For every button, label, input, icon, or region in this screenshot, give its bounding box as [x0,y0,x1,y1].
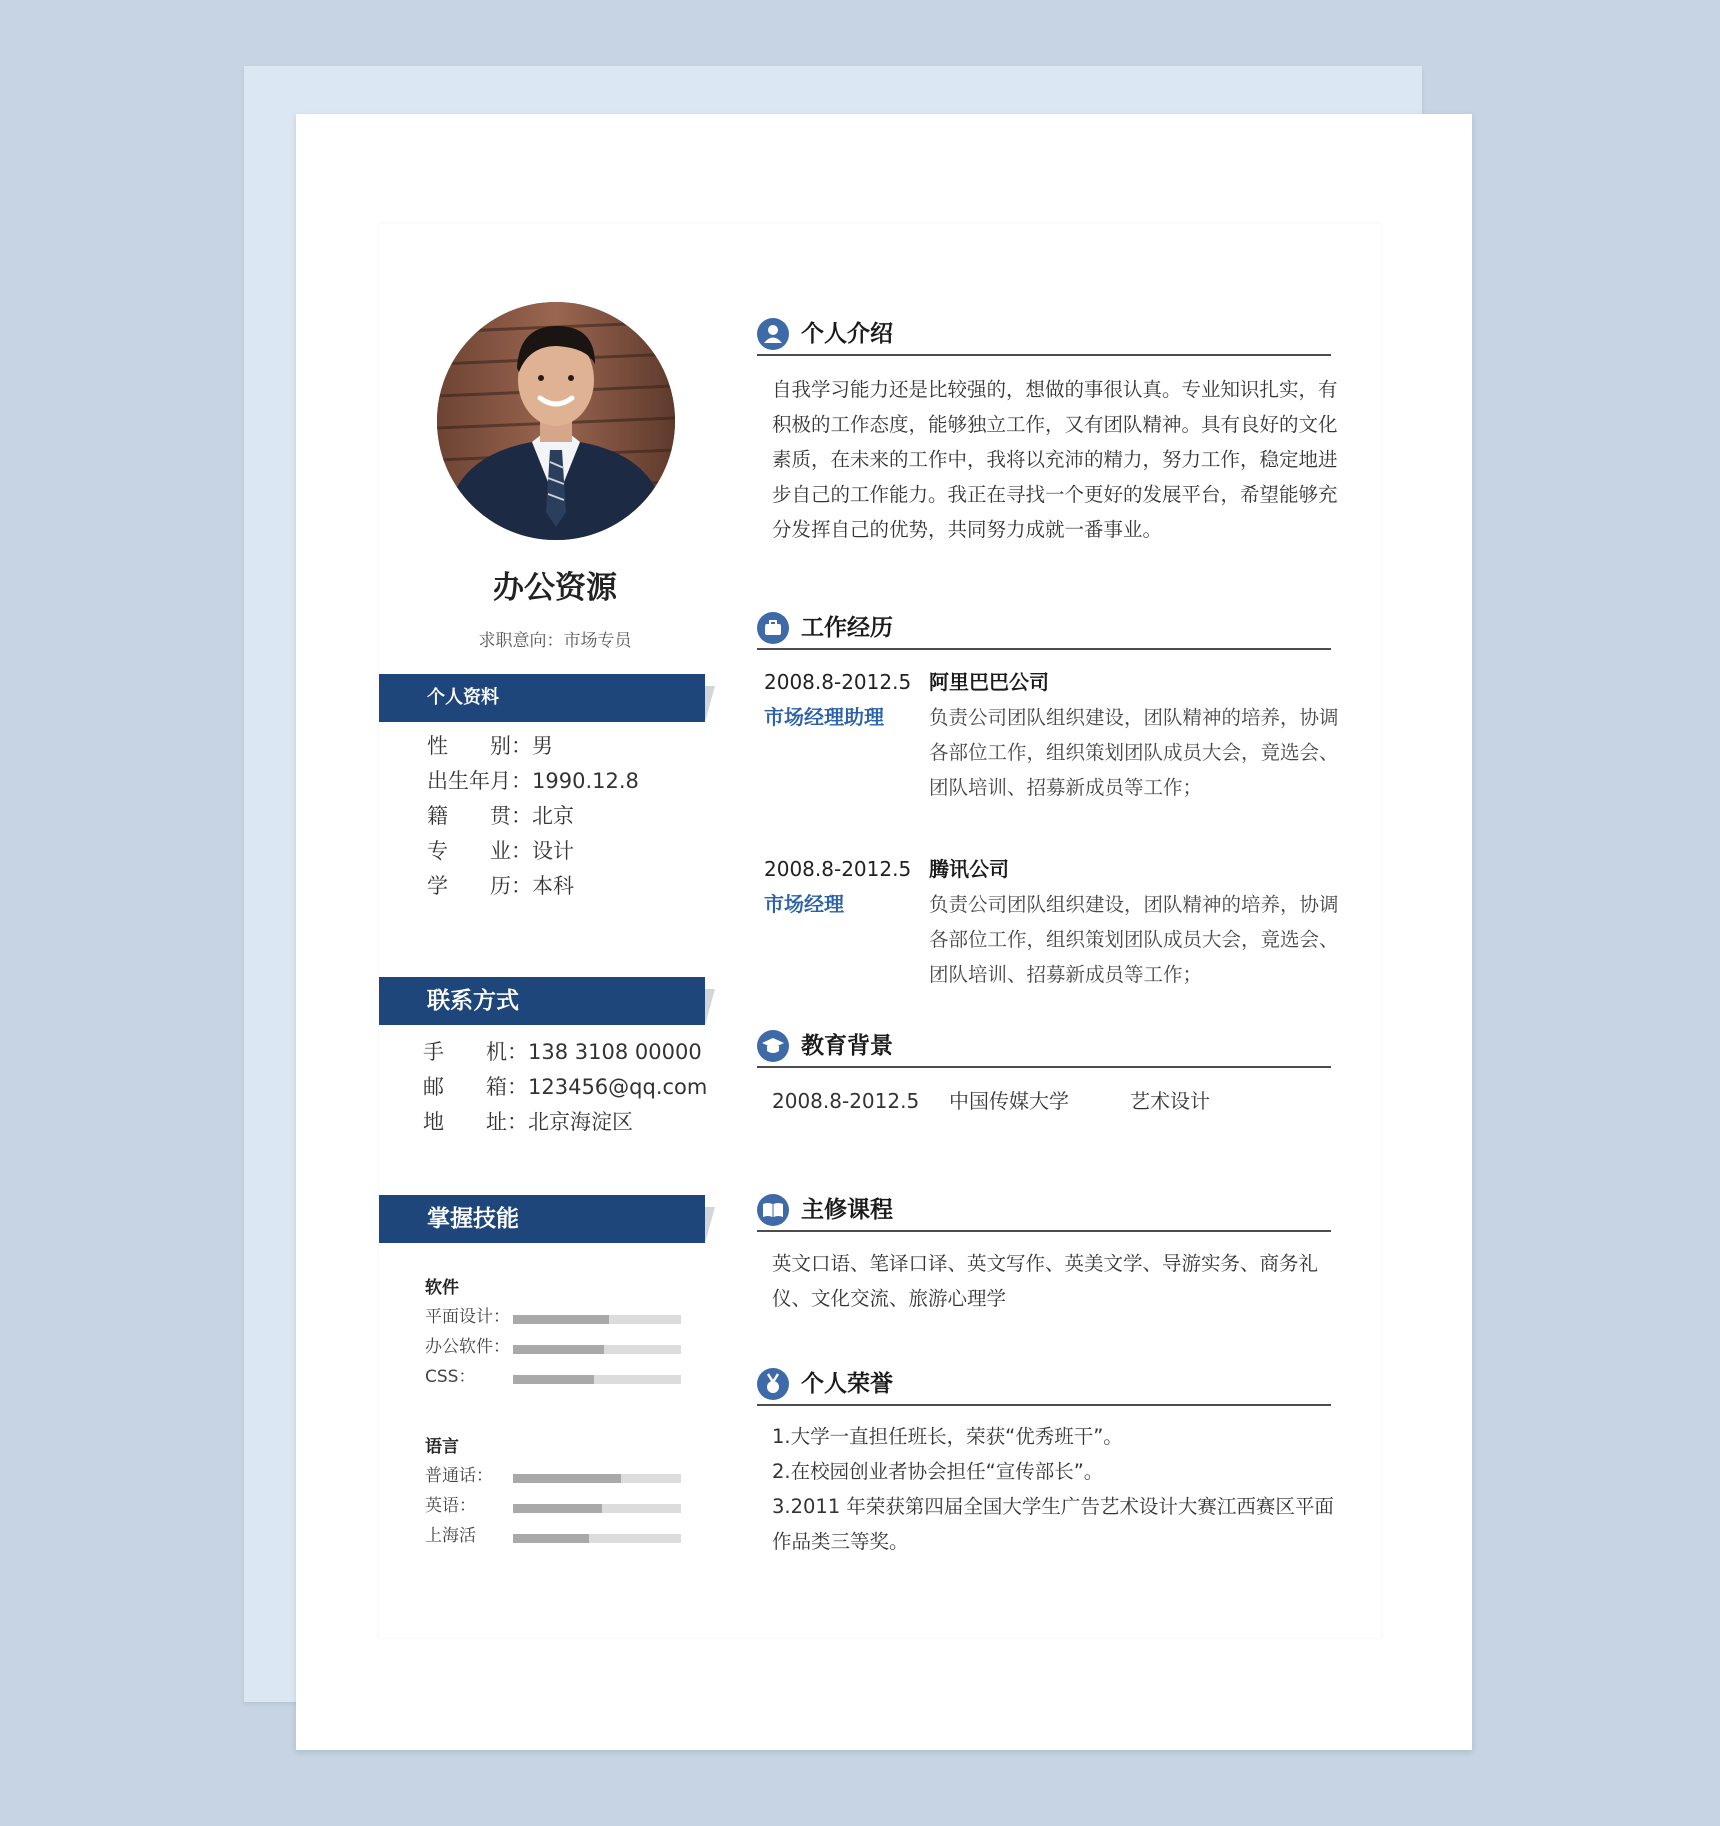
skill-row: 上海活 [425,1521,493,1551]
job-entry [764,665,1344,805]
honor-item: 1.大学一直担任班长，荣获“优秀班干”。 [772,1425,1123,1448]
skill-bar [513,1504,681,1513]
contact-row-email: 邮 箱：123456@qq.com [423,1075,708,1099]
job-description: 负责公司团队组织建设，团队精神的培养，协调各部位工作，组织策划团队成员大会，竟选会、团队培训、招募新成员等工作； [929,893,1339,986]
honor-item: 2.在校园创业者协会担任“宣传部长”。 [772,1460,1104,1483]
job-date: 2008.8-2012.5 [764,670,912,694]
personal-info-list [427,729,639,904]
section-education-header [757,1030,1331,1068]
resume-content [379,224,1381,1638]
contact-row-phone: 手 机：138 3108 00000 [423,1040,702,1064]
skill-group-language [425,1433,493,1551]
contact-list [423,1035,707,1140]
section-work-header [757,612,1331,650]
honor-item: 3.2011 年荣获第四届全国大学生广告艺术设计大赛江西赛区平面作品类三等奖。 [772,1495,1334,1553]
job-role: 市场经理 [764,892,844,916]
skill-group-software [425,1274,510,1392]
section-honors-header [757,1368,1331,1406]
skill-row: 平面设计： [425,1302,510,1332]
skill-bar [513,1474,681,1483]
contact-row-address: 地 址：北京海淀区 [423,1110,633,1134]
skill-bar [513,1375,681,1384]
skill-row: 办公软件： [425,1332,510,1362]
education-date: 2008.8-2012.5 [772,1089,920,1113]
personal-row-degree: 学 历：本科 [427,874,574,898]
candidate-name: 办公资源 [493,570,617,606]
skill-row: 英语： [425,1491,493,1521]
section-intro-title: 个人介绍 [801,321,893,347]
section-courses-title: 主修课程 [801,1197,893,1223]
section-work-title: 工作经历 [801,615,893,641]
courses-text: 英文口语、笔译口译、英文写作、英美文学、导游实务、商务礼仪、文化交流、旅游心理学 [772,1252,1319,1310]
job-date: 2008.8-2012.5 [764,857,912,881]
skill-bar-fill [513,1534,589,1543]
graduation-cap-icon [757,1030,789,1062]
job-company: 腾讯公司 [929,857,1009,881]
personal-row-gender: 性 别：男 [427,734,553,758]
education-school: 中国传媒大学 [949,1089,1069,1113]
avatar-photo [437,302,675,540]
person-icon [757,318,789,350]
education-row [772,1084,1346,1119]
skill-bar-fill [513,1375,594,1384]
job-company: 阿里巴巴公司 [929,670,1049,694]
skill-bar [513,1345,681,1354]
book-icon [757,1194,789,1226]
job-intent: 求职意向：市场专员 [478,631,632,651]
personal-info-header: 个人资料 [379,674,705,722]
skill-bar [513,1315,681,1324]
skill-bar-fill [513,1474,621,1483]
education-major: 艺术设计 [1130,1089,1210,1113]
job-role: 市场经理助理 [764,705,884,729]
section-courses-header [757,1194,1331,1232]
intro-text: 自我学习能力还是比较强的，想做的事很认真。专业知识扎实，有积极的工作态度，能够独立工作，又有团队精神。具有良好的文化素质，在未来的工作中，我将以充沛的精力，努力工作，稳定地进步自己的工作能力。我正在寻找一个更好的发展平台，希望能够充分发挥自己的优势，共同努力成就一番事业。 [772,378,1338,541]
skill-bar-fill [513,1315,609,1324]
skill-group-title: 语言 [425,1437,459,1457]
medal-icon [757,1368,789,1400]
skill-group-title: 软件 [425,1278,459,1298]
personal-row-birth: 出生年月：1990.12.8 [427,769,639,793]
honors-list [772,1419,1346,1559]
personal-row-major: 专 业：设计 [427,839,574,863]
briefcase-icon [757,612,789,644]
personal-row-origin: 籍 贯：北京 [427,804,574,828]
skill-row: CSS： [425,1362,510,1392]
avatar [437,302,675,540]
section-education-title: 教育背景 [801,1033,893,1059]
resume-page [296,114,1472,1750]
skill-bar-fill [513,1345,604,1354]
job-entry [764,852,1344,992]
skill-row: 普通话： [425,1461,493,1491]
job-description: 负责公司团队组织建设，团队精神的培养，协调各部位工作，组织策划团队成员大会，竟选会、团队培训、招募新成员等工作； [929,706,1339,799]
skill-bar [513,1534,681,1543]
skills-header: 掌握技能 [379,1195,705,1243]
skill-bar-fill [513,1504,602,1513]
section-honors-title: 个人荣誉 [801,1371,893,1397]
contact-header: 联系方式 [379,977,705,1025]
section-intro-header [757,318,1331,356]
